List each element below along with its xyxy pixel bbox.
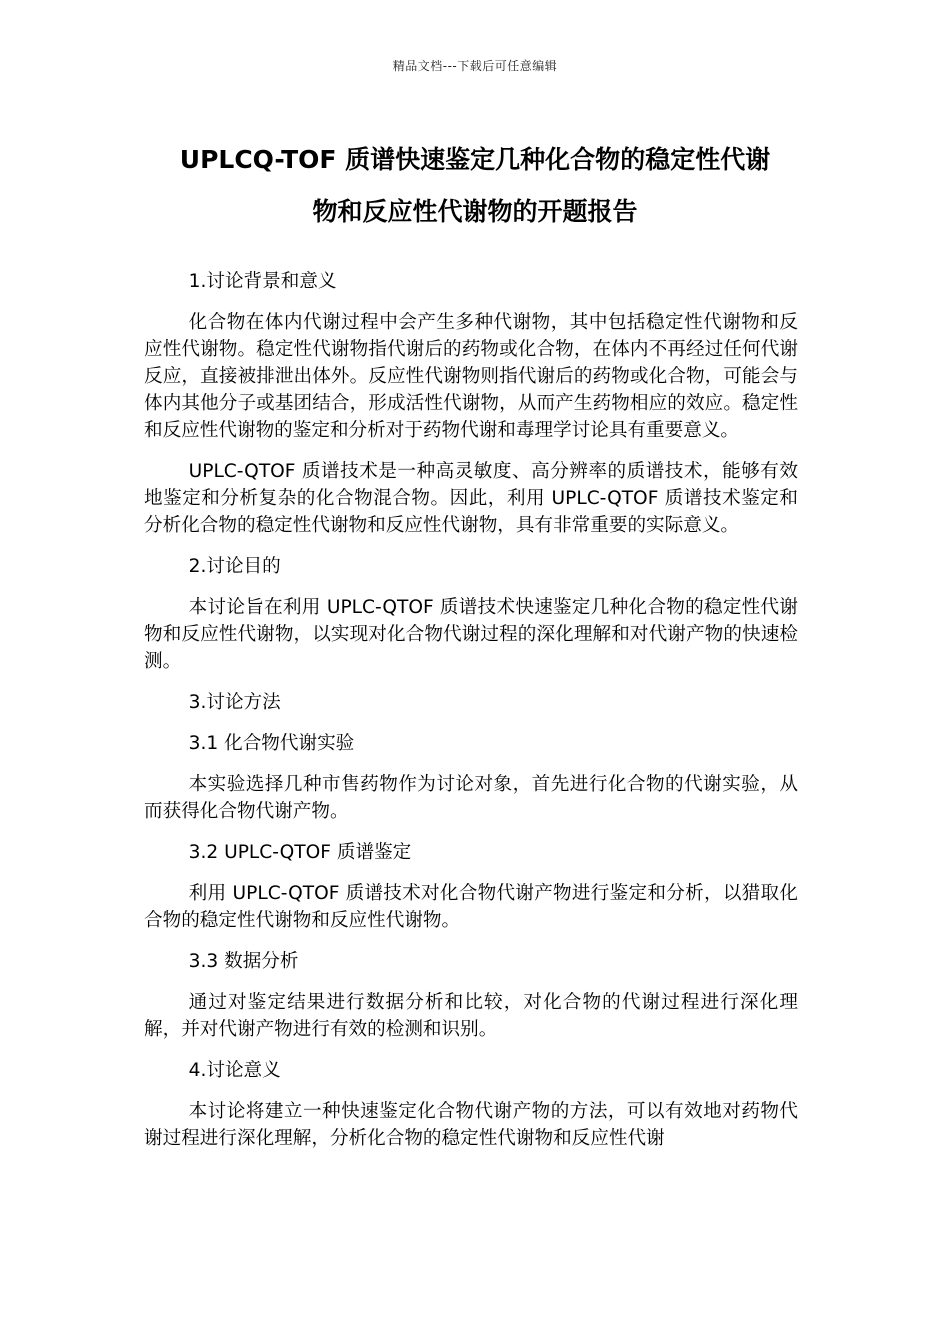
paragraph-identification: 利用 UPLC-QTOF 质谱技术对化合物代谢产物进行鉴定和分析，以猎取化合物的稳定性代谢物和反应性代谢物。 [144,883,798,931]
section-heading-2: 2.讨论目的 [188,556,281,577]
header-note: 精品文档---下载后可任意编辑 [392,59,558,73]
subsection-heading-3-2: 3.2 UPLC-QTOF 质谱鉴定 [188,842,412,863]
document-body [144,268,798,1152]
section-heading-1: 1.讨论背景和意义 [188,271,337,292]
paragraph-significance: 本讨论将建立一种快速鉴定化合物代谢产物的方法，可以有效地对药物代谢过程进行深化理解，分析化合物的稳定性代谢物和反应性代谢 [144,1101,798,1149]
paragraph-experiment: 本实验选择几种市售药物作为讨论对象，首先进行化合物的代谢实验，从而获得化合物代谢产物。 [144,774,798,822]
paragraph-purpose: 本讨论旨在利用 UPLC-QTOF 质谱技术快速鉴定几种化合物的稳定性代谢物和反应性代谢物，以实现对化合物代谢过程的深化理解和对代谢产物的快速检测。 [144,597,798,672]
section-heading-3: 3.讨论方法 [188,692,281,713]
subsection-heading-3-1: 3.1 化合物代谢实验 [188,733,355,754]
section-heading-4: 4.讨论意义 [188,1060,281,1081]
paragraph-analysis: 通过对鉴定结果进行数据分析和比较，对化合物的代谢过程进行深化理解，并对代谢产物进行有效的检测和识别。 [144,992,798,1040]
title-line-1: UPLCQ-TOF 质谱快速鉴定几种化合物的稳定性代谢 [179,145,771,174]
title-line-2: 物和反应性代谢物的开题报告 [312,197,638,226]
paragraph-technique: UPLC-QTOF 质谱技术是一种高灵敏度、高分辨率的质谱技术，能够有效地鉴定和分析复杂的化合物混合物。因此，利用 UPLC-QTOF 质谱技术鉴定和分析化合物的稳定性代谢物和反应性代谢物，具有非常重要的实际意义。 [144,461,798,536]
subsection-heading-3-3: 3.3 数据分析 [188,951,299,972]
document-title [120,134,830,238]
paragraph-background: 化合物在体内代谢过程中会产生多种代谢物，其中包括稳定性代谢物和反应性代谢物。稳定性代谢物指代谢后的药物或化合物，在体内不再经过任何代谢反应，直接被排泄出体外。反应性代谢物则指代谢后的药物或化合物，可能会与体内其他分子或基团结合，形成活性代谢物，从而产生药物相应的效应。稳定性和反应性代谢物的鉴定和分析对于药物代谢和毒理学讨论具有重要意义。 [144,312,798,441]
